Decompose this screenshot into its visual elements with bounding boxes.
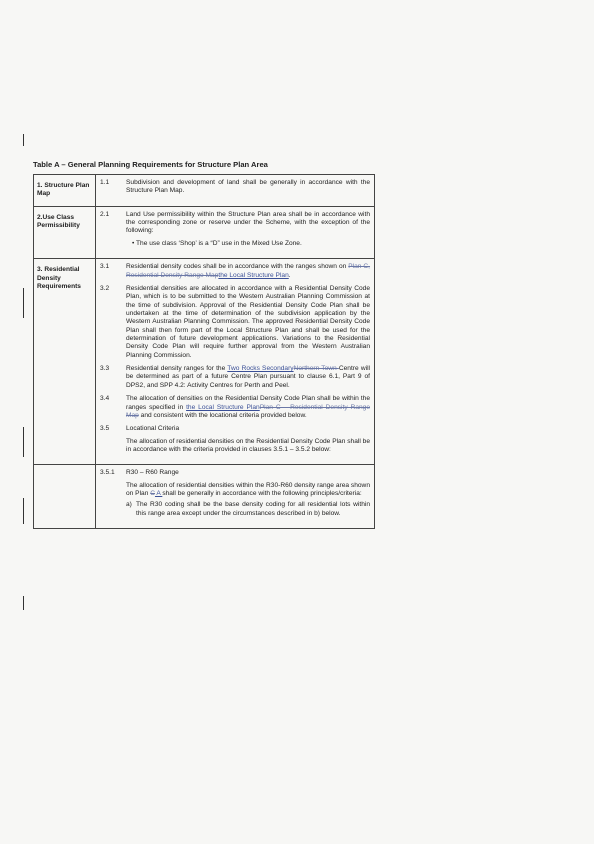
- margin-change-bar-5: [23, 596, 24, 610]
- deleted-text: Northern Town: [293, 365, 339, 373]
- clause: [100, 263, 370, 280]
- clause-number: 3.1: [100, 263, 110, 271]
- margin-change-bar-1: [23, 134, 24, 146]
- row-content: [96, 207, 374, 258]
- row-heading: 1. Structure Plan Map: [34, 175, 96, 206]
- clause-heading: Locational Criteria: [126, 425, 180, 433]
- clause-text: [126, 395, 370, 420]
- text-run: Residential density codes shall be in accordance with the ranges shown on: [126, 263, 349, 271]
- clause-text: Land Use permissibility within the Structure Plan area shall be in accordance with the corresponding zone or reserve under the Scheme, with the exception of the following:: [126, 210, 370, 235]
- clause: [100, 425, 370, 454]
- clause: [100, 469, 370, 518]
- text-run: shall be generally in accordance with the following principles/criteria:: [162, 490, 362, 498]
- clause-subtext: [126, 482, 370, 499]
- inserted-text: the Local Structure Plan: [186, 403, 260, 411]
- row-content: [96, 259, 374, 464]
- clause: [100, 211, 370, 248]
- list-item-text: The R30 coding shall be the base density coding for all residential lots within this range area except under the circumstances described in b) below.: [136, 501, 370, 517]
- row-heading: 2.Use Class Permissibility: [34, 207, 96, 258]
- clause: [100, 365, 370, 390]
- bullet-item: • The use class ‘Shop’ is a “D” use in the Mixed Use Zone.: [132, 240, 370, 248]
- clause-heading: R30 – R60 Range: [126, 469, 179, 477]
- inserted-text: the Local Structure Plan: [218, 271, 289, 279]
- clause-number: 3.4: [100, 395, 110, 403]
- clause-text: Subdivision and development of land shall be generally in accordance with the Structure Plan Map.: [126, 179, 370, 195]
- inserted-text: A: [154, 490, 163, 498]
- clause-subtext: The allocation of residential densities on the Residential Density Code Plan shall be in accordance with the criteria provided in clauses 3.5.1 – 3.5.2 below:: [126, 437, 370, 453]
- table-row: [34, 465, 374, 528]
- clause-text: [126, 263, 370, 280]
- table-title: Table A – General Planning Requirements for Structure Plan Area: [33, 160, 268, 169]
- text-run: Residential density ranges for the: [126, 365, 228, 373]
- margin-change-bar-3: [23, 427, 24, 457]
- clause-number: 1.1: [100, 179, 110, 186]
- clause: [100, 285, 370, 360]
- deleted-text: Plan C – Residential Density Range Map: [126, 403, 370, 419]
- text-run: Centre will be determined as part of a future Centre Plan pursuant to clause 6.1, Part 9 of DPS2, and SPP 4.2: Activity Centres for Perth and Peel.: [126, 365, 370, 389]
- table-row: [34, 175, 374, 207]
- inserted-text: Two Rocks Secondary: [227, 365, 294, 373]
- clause-body: [126, 425, 370, 454]
- planning-requirements-table: [33, 174, 375, 529]
- text-run: The allocation of residential densities within the R30-R60 density range area shown on Plan: [126, 481, 370, 498]
- row-heading: [34, 465, 96, 528]
- clause-number: 3.5: [100, 425, 110, 433]
- clause: [100, 179, 370, 196]
- clause-body: [126, 211, 370, 248]
- text-run: The allocation of densities on the Residential Density Code Plan shall be within the ranges specified in: [126, 395, 370, 411]
- clause-text: Residential densities are allocated in accordance with a Residential Density Code Plan, which is to be submitted to the Western Australian Planning Commission at the time of subdivision. Approval of the Residential Density Code Plan shall be undertaken at the time of determination of the subdivision application by the Western Australian Planning Commission. The approved Residential Density Code Plan shall then form part of the Local Structure Plan and shall be used for the determination of future development applications. Variations to the Residential Density Code Plan will require further approval from the Western Australian Planning Commission.: [126, 284, 370, 359]
- row-content: [96, 465, 374, 528]
- text-run: .: [288, 271, 291, 279]
- table-row: [34, 207, 374, 259]
- row-content: [96, 175, 374, 206]
- row-heading: 3. Residential Density Requirements: [34, 259, 96, 464]
- table-row: [34, 259, 374, 465]
- clause-text: [126, 365, 370, 390]
- clause-number: 3.5.1: [100, 469, 115, 477]
- list-item-label: a): [126, 501, 132, 509]
- deleted-text: Plan C, Residential Density Range Map: [126, 263, 371, 279]
- margin-change-bar-2: [23, 288, 24, 318]
- clause-number: 3.3: [100, 365, 110, 373]
- clause-number: 3.2: [100, 284, 110, 292]
- list-item: [126, 501, 370, 518]
- clause-body: [126, 469, 370, 518]
- clause-number: 2.1: [100, 210, 110, 218]
- margin-change-bar-4: [23, 498, 24, 524]
- text-run: and consistent with the locational criteria provided below.: [138, 411, 307, 419]
- deleted-text: C: [150, 490, 155, 498]
- clause: [100, 395, 370, 420]
